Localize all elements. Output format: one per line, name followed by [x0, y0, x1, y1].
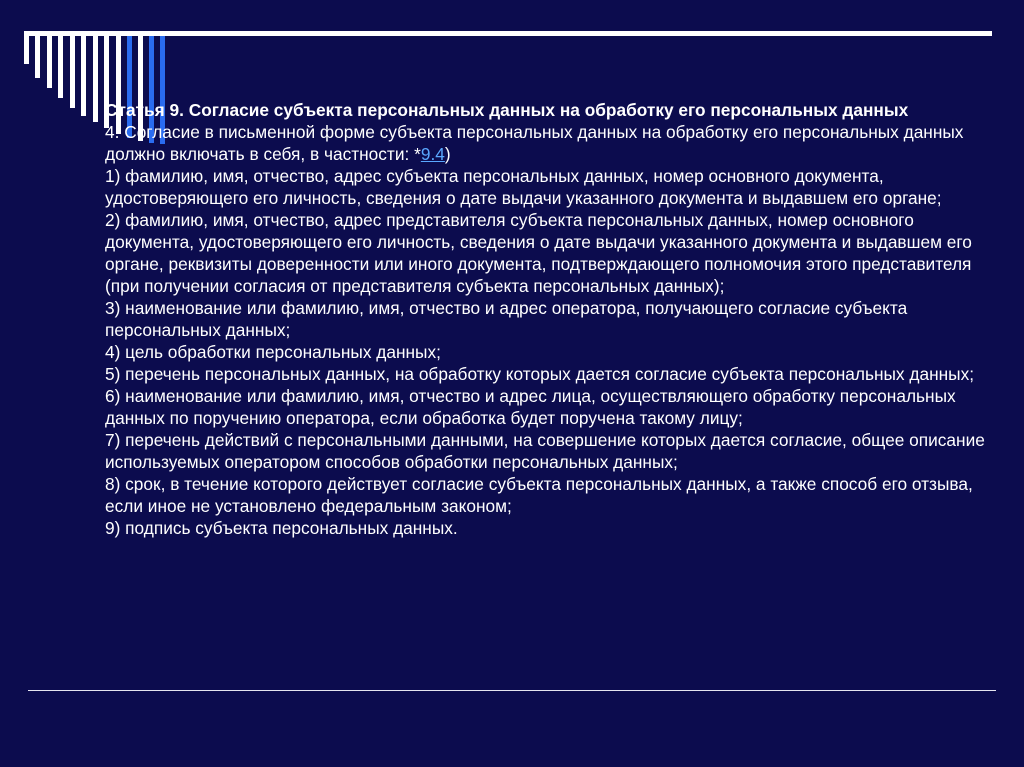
list-item: 3) наименование или фамилию, имя, отчество и адрес оператора, получающего согласие субъекта персональных данных; — [105, 298, 908, 340]
list-item: 1) фамилию, имя, отчество, адрес субъекта персональных данных, номер основного документа, удостоверяющего его личность, сведения о дате выдачи указанного документа и выдавшем его органе; — [105, 166, 942, 208]
decorative-bar — [47, 36, 52, 88]
items-list — [105, 165, 985, 539]
list-item: 2) фамилию, имя, отчество, адрес представителя субъекта персональных данных, номер основного документа, удостоверяющего его личность, сведения о дате выдачи указанного документа и выдавшем его органе, реквизиты доверенности или иного документа, подтверждающего полномочия этого представителя (при получении согласия от представителя субъекта персональных данных); — [105, 210, 972, 296]
list-item: 5) перечень персональных данных, на обработку которых дается согласие субъекта персональных данных; — [105, 364, 975, 384]
article-link[interactable]: 9.4 — [420, 144, 445, 164]
decorative-bar — [70, 36, 75, 108]
list-item: 8) срок, в течение которого действует согласие субъекта персональных данных, а также способ его отзыва, если иное не установлено федеральным законом; — [105, 474, 973, 516]
bottom-decorative-rule — [28, 690, 996, 691]
intro-text: 4. Согласие в письменной форме субъекта персональных данных на обработку его персональных данных должно включать в себя, в частности: * — [105, 122, 964, 164]
decorative-bar — [81, 36, 86, 116]
list-item: 9) подпись субъекта персональных данных. — [105, 518, 458, 538]
decorative-bar — [24, 36, 29, 64]
slide-content — [105, 99, 985, 539]
list-item: 7) перечень действий с персональными данными, на совершение которых дается согласие, общее описание используемых оператором способов обработки персональных данных; — [105, 430, 985, 472]
slide-title: Статья 9. Согласие субъекта персональных данных на обработку его персональных данных — [105, 100, 909, 120]
decorative-bar — [58, 36, 63, 98]
list-item: 6) наименование или фамилию, имя, отчество и адрес лица, осуществляющего обработку персональных данных по поручению оператора, если обработка будет поручена такому лицу; — [105, 386, 956, 428]
decorative-bar — [35, 36, 40, 78]
intro-paragraph — [105, 121, 985, 165]
decorative-bar — [93, 36, 98, 122]
intro-suffix: ) — [444, 144, 451, 164]
list-item: 4) цель обработки персональных данных; — [105, 342, 441, 362]
